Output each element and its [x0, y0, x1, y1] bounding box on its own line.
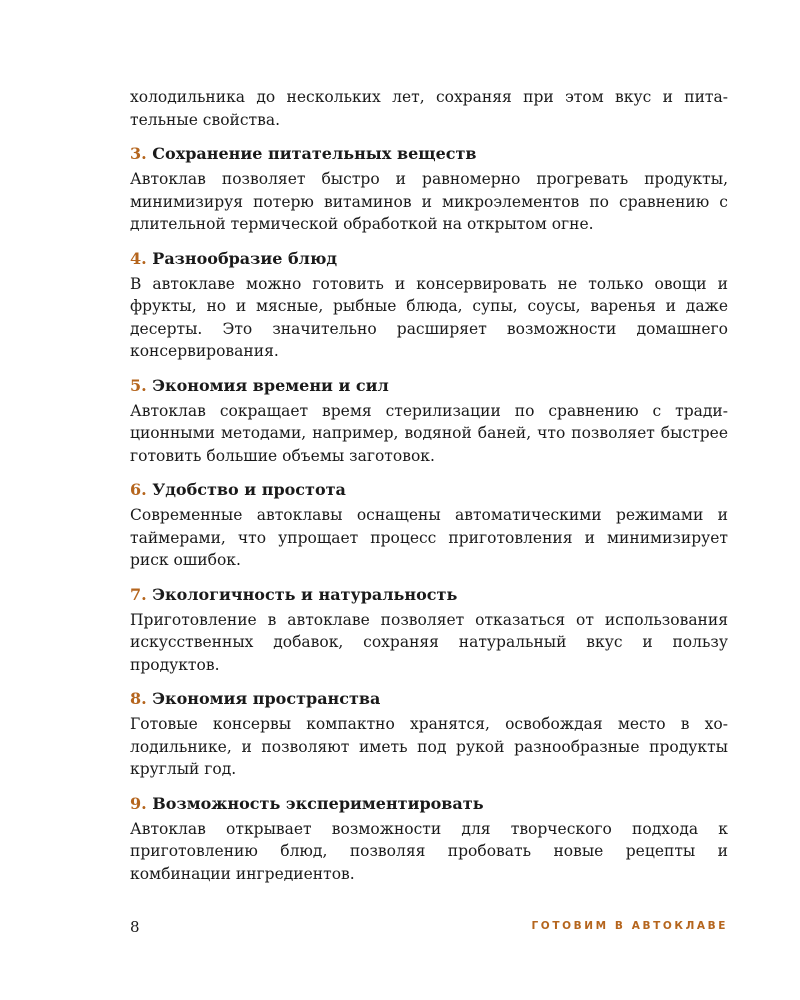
section-7	[130, 584, 728, 677]
running-title: ГОТОВИМ В АВТОКЛАВЕ	[531, 920, 728, 932]
page-footer	[130, 917, 728, 939]
section-title: Разнообразие блюд	[152, 248, 338, 268]
section-text: В автоклаве можно готовить и консервировать не только овощи и фрукты, но и мясные, рыбные блюда, супы, соусы, варенья и даже десерты. Это значительно расширяет возможности домашнего консервирования.	[130, 274, 728, 360]
section-title: Удобство и простота	[152, 480, 346, 499]
section-number: 6.	[130, 480, 147, 499]
section-title: Сохранение питательных веществ	[152, 144, 477, 163]
intro-paragraph: холодильника до нескольких лет, сохраняя при этом вкус и питательные свойства.	[130, 88, 728, 129]
section-heading	[130, 688, 728, 710]
section-number: 4.	[130, 248, 147, 268]
section-text: Приготовление в автоклаве позволяет отказаться от использования искусственных добавок, сохраняя натуральный вкус и пользу продуктов.	[130, 610, 728, 674]
section-text: Готовые консервы компактно хранятся, освобождая место в холодильнике, и позволяют иметь под рукой разнообразные продукты круглый год.	[130, 715, 728, 778]
page-content	[130, 86, 728, 885]
section-number: 3.	[130, 144, 147, 163]
section-heading	[130, 375, 728, 397]
section-title: Экономия пространства	[152, 689, 381, 708]
section-title: Экономия времени и сил	[152, 375, 389, 395]
section-text: Автоклав позволяет быстро и равномерно прогревать продукты, минимизируя потерю витаминов и микроэлементов по сравнению с длительной термической обработкой на открытом огне.	[130, 170, 728, 233]
section-heading	[130, 143, 728, 165]
section-title: Возможность экспериментировать	[152, 793, 484, 813]
section-number: 5.	[130, 375, 147, 395]
section-text: Современные автоклавы оснащены автоматическими режимами и таймерами, что упрощает процесс приготовления и минимизирует риск ошибок.	[130, 506, 728, 569]
section-number: 8.	[130, 689, 147, 708]
section-text: Автоклав сокращает время стерилизации по сравнению с традиционными методами, например, водяной баней, что позволяет быстрее готовить большие объемы заготовок.	[130, 401, 728, 465]
section-heading	[130, 479, 728, 501]
page-number: 8	[130, 918, 140, 936]
section-title: Экологичность и натуральность	[152, 584, 458, 604]
section-number: 7.	[130, 584, 147, 604]
section-8	[130, 688, 728, 781]
section-number: 9.	[130, 793, 147, 813]
section-6	[130, 479, 728, 572]
section-heading	[130, 248, 728, 270]
section-4	[130, 248, 728, 363]
section-5	[130, 375, 728, 468]
section-heading	[130, 793, 728, 815]
section-text: Автоклав открывает возможности для творческого подхода к приготовлению блюд, позволяя пробовать новые рецепты и комбинации ингредиентов.	[130, 819, 728, 883]
section-3	[130, 143, 728, 236]
section-heading	[130, 584, 728, 606]
section-9	[130, 793, 728, 886]
